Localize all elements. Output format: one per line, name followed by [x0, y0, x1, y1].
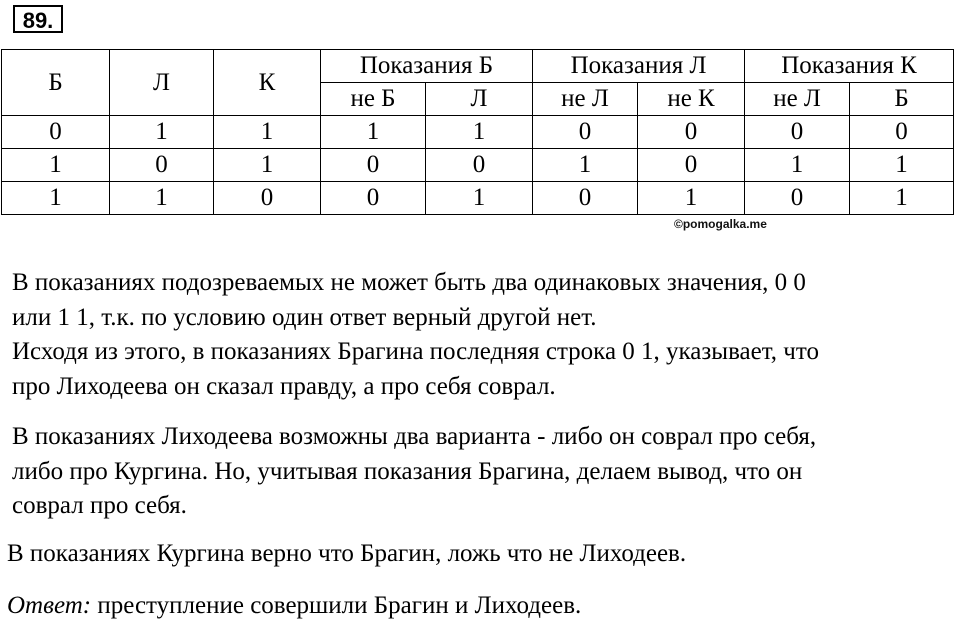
table-cell: 0 — [850, 116, 954, 149]
table-cell: 1 — [850, 182, 954, 215]
table-cell: 0 — [638, 116, 745, 149]
table-cell: 1 — [2, 182, 110, 215]
table-cell: 1 — [533, 149, 638, 182]
table-cell: 1 — [321, 116, 426, 149]
table-cell: 0 — [745, 116, 850, 149]
table-cell: 1 — [214, 149, 321, 182]
header-row-top — [2, 50, 954, 83]
sub-header: не Л — [533, 83, 638, 116]
text-line: В показаниях Лиходеева возможны два варианта - либо он соврал про себя, — [12, 423, 817, 450]
table-cell: 1 — [110, 182, 214, 215]
sub-header: не Б — [321, 83, 426, 116]
problem-number: 89. — [13, 5, 63, 33]
paragraph-1 — [12, 266, 819, 404]
group-header-testimony-b: Показания Б — [321, 50, 533, 83]
col-header-b: Б — [2, 50, 110, 116]
sub-header: не К — [638, 83, 745, 116]
table-cell: 0 — [321, 182, 426, 215]
table-cell: 1 — [745, 149, 850, 182]
table-cell: 0 — [745, 182, 850, 215]
table-cell: 1 — [110, 116, 214, 149]
paragraph-2 — [12, 420, 816, 524]
table-cell: 0 — [321, 149, 426, 182]
table-cell: 1 — [638, 182, 745, 215]
group-header-testimony-k: Показания К — [745, 50, 954, 83]
table-cell: 1 — [850, 149, 954, 182]
text-line: соврал про себя. — [12, 492, 187, 519]
col-header-k: К — [214, 50, 321, 116]
table-cell: 0 — [533, 182, 638, 215]
truth-table — [1, 49, 954, 215]
text-line: или 1 1, т.к. по условию один ответ верный другой нет. — [12, 303, 597, 331]
answer-label: Ответ: — [7, 592, 92, 619]
text-line: либо про Кургина. Но, учитывая показания Брагина, делаем вывод, что он — [12, 457, 803, 485]
table-cell: 1 — [426, 182, 533, 215]
table-cell: 0 — [2, 116, 110, 149]
table-row — [2, 182, 954, 215]
watermark: ©pomogalka.me — [674, 217, 767, 231]
table-cell: 0 — [638, 149, 745, 182]
paragraph-3 — [7, 537, 686, 572]
table-cell: 1 — [2, 149, 110, 182]
sub-header: Б — [850, 83, 954, 116]
text-line: про Лиходеева он сказал правду, а про себя соврал. — [12, 372, 556, 400]
sub-header: не Л — [745, 83, 850, 116]
table-cell: 0 — [426, 149, 533, 182]
table-cell: 1 — [214, 116, 321, 149]
text-line: В показаниях Кургина верно что Брагин, ложь что не Лиходеев. — [7, 540, 687, 567]
table-row — [2, 149, 954, 182]
group-header-testimony-l: Показания Л — [533, 50, 745, 83]
table-cell: 0 — [533, 116, 638, 149]
answer-text: преступление совершили Брагин и Лиходеев. — [91, 592, 582, 619]
text-line: В показаниях подозреваемых не может быть два одинаковых значения, 0 0 — [12, 269, 806, 296]
sub-header: Л — [426, 83, 533, 116]
table-row — [2, 116, 954, 149]
table-cell: 0 — [110, 149, 214, 182]
text-line: Исходя из этого, в показаниях Брагина последняя строка 0 1, указывает, что — [12, 338, 819, 365]
answer-line — [7, 589, 581, 624]
table-cell: 0 — [214, 182, 321, 215]
col-header-l: Л — [110, 50, 214, 116]
table-cell: 1 — [426, 116, 533, 149]
